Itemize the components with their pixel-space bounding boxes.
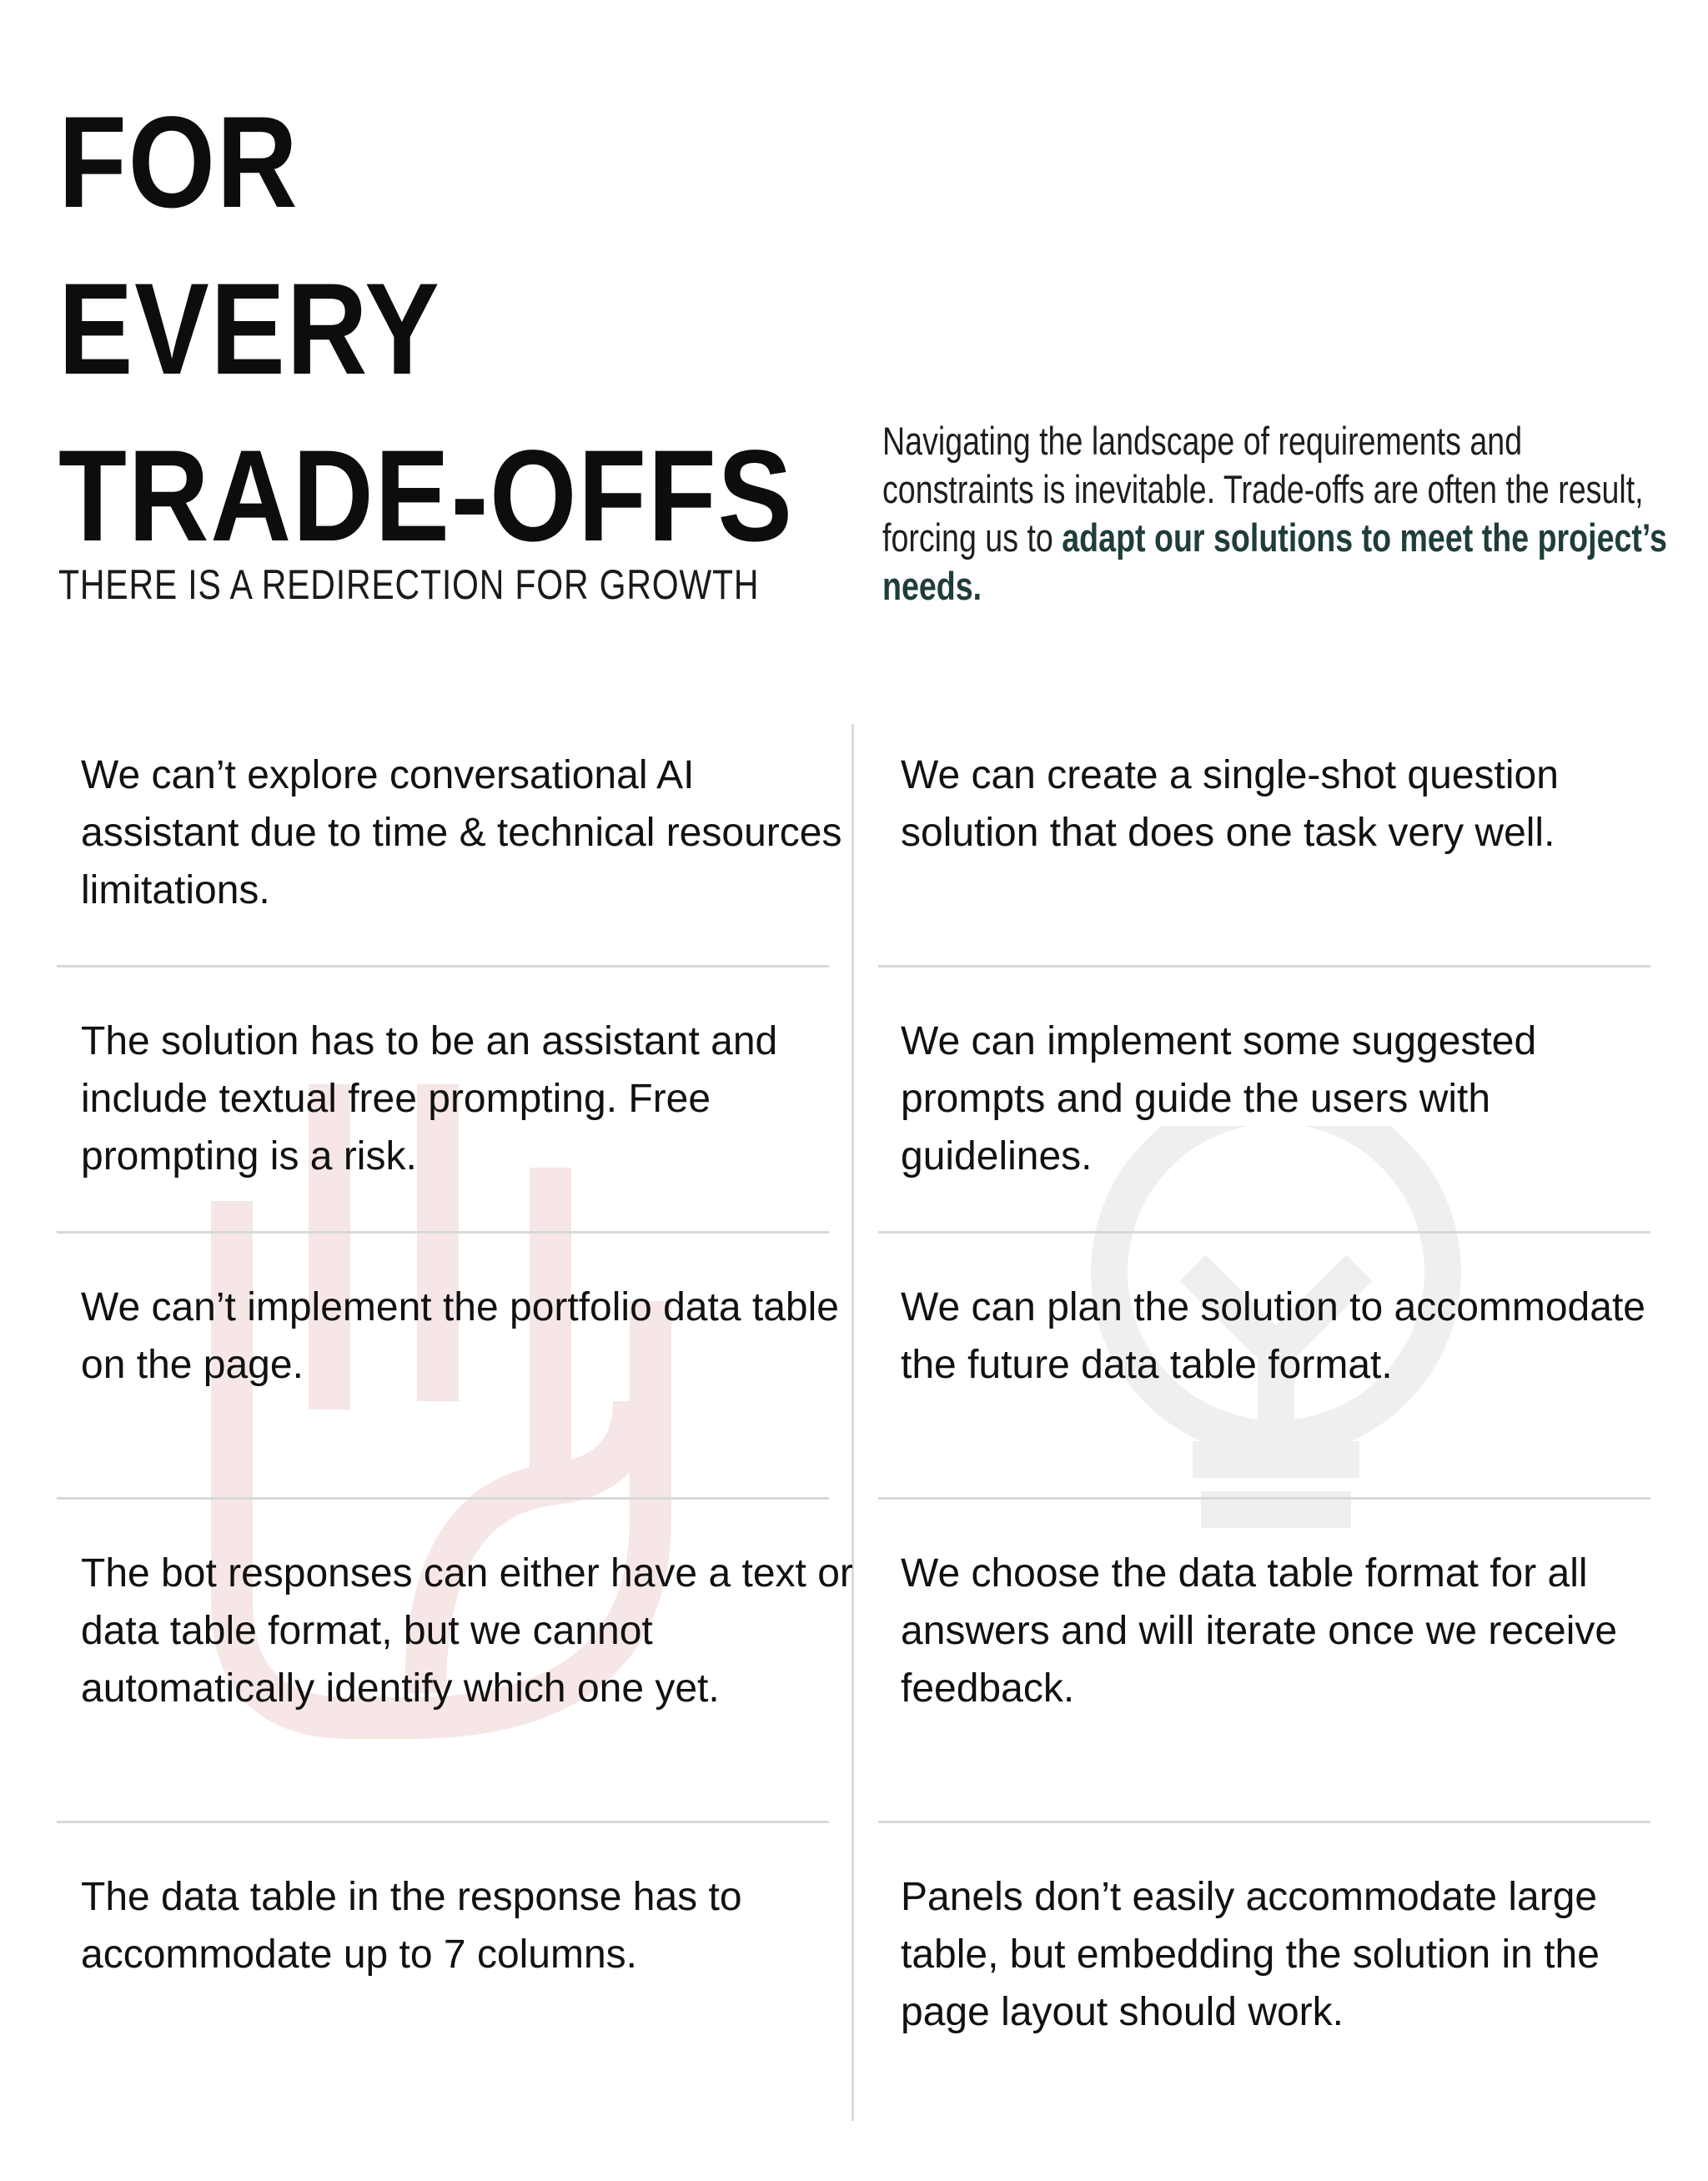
title-line-2: EVERY — [58, 257, 441, 402]
page-subtitle: THERE IS A REDIRECTION FOR GROWTH — [58, 561, 760, 608]
title-line-1: FOR — [58, 90, 299, 235]
solution-cell: We can plan the solution to accommodate the future data table format. — [901, 1285, 1645, 1387]
constraint-cell: We can’t explore conversational AI assistant due to time & technical resources limitations. — [81, 753, 842, 912]
intro-paragraph — [882, 417, 1670, 611]
solution-cell: We choose the data table format for all answers and will iterate once we receive feedback. — [901, 1551, 1618, 1711]
page-title — [58, 79, 794, 580]
row-divider-right — [878, 965, 1650, 967]
constraint-cell: The solution has to be an assistant and include textual free prompting. Free prompting is a risk. — [81, 1019, 778, 1178]
row-divider-left — [57, 1497, 829, 1500]
constraint-cell: The data table in the response has to accommodate up to 7 columns. — [81, 1875, 742, 1977]
row-divider-left — [57, 1231, 829, 1234]
row-divider-left — [57, 1821, 829, 1823]
solution-cell: Panels don’t easily accommodate large table, but embedding the solution in the page layout should work. — [901, 1875, 1600, 2034]
solution-cell: We can implement some suggested prompts and guide the users with guidelines. — [901, 1019, 1537, 1178]
title-line-3: TRADE-OFFS — [58, 424, 794, 569]
row-divider-right — [878, 1821, 1650, 1823]
intro-highlight: adapt our solutions to meet the project’s needs. — [882, 515, 1667, 608]
constraint-cell: The bot responses can either have a text or data table format, but we cannot automatically identify which one yet. — [81, 1551, 853, 1711]
intro-text: Navigating the landscape of requirements and constraints is inevitable. Trade-offs are often the result, forcing us to — [882, 419, 1644, 560]
row-divider-left — [57, 965, 829, 967]
row-divider-right — [878, 1497, 1650, 1500]
constraint-cell: We can’t implement the portfolio data table on the page. — [81, 1285, 839, 1387]
solution-cell: We can create a single-shot question solution that does one task very well. — [901, 753, 1559, 855]
row-divider-right — [878, 1231, 1650, 1234]
